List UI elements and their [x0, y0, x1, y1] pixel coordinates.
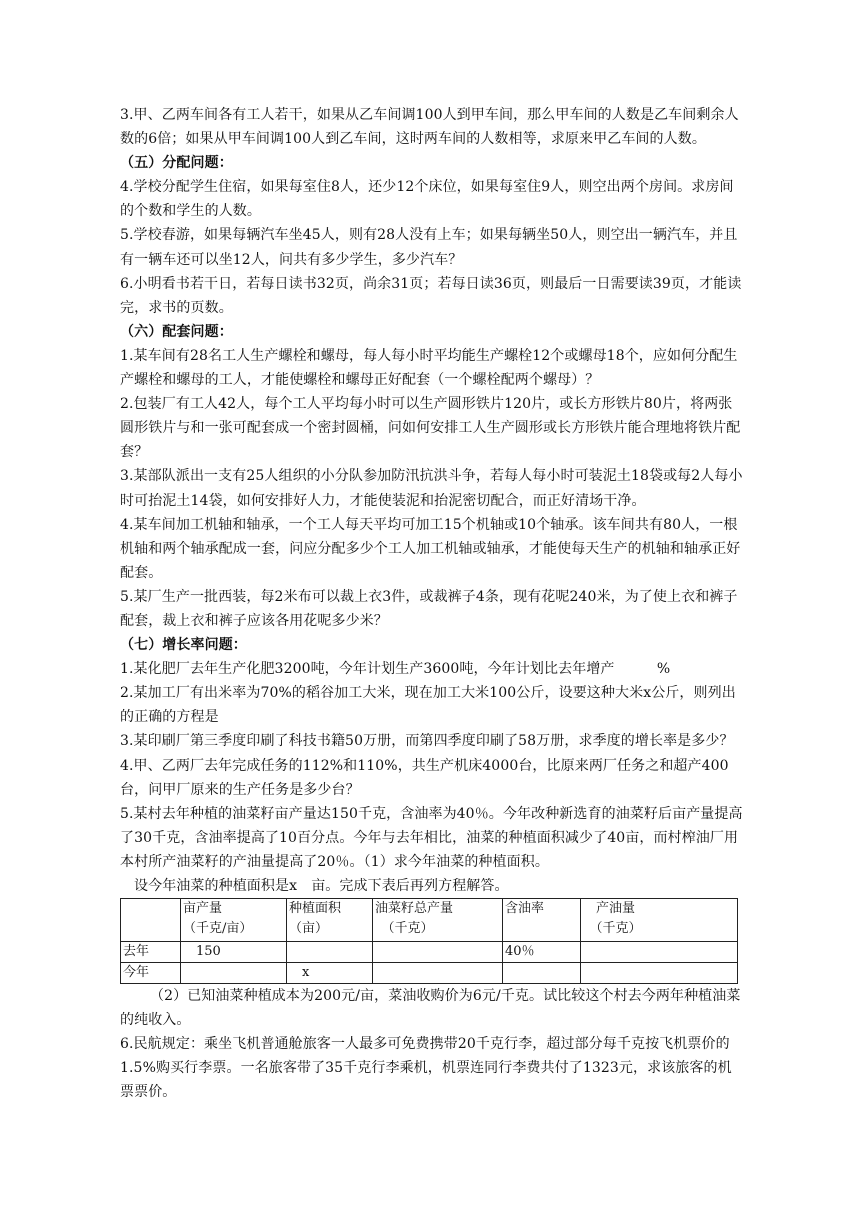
table-cell [287, 942, 373, 963]
problem-paragraph: 3.某印刷厂第三季度印刷了科技书籍50万册，而第四季度印刷了58万册，求季度的增长率是多少？ [120, 733, 734, 750]
table-header-row [121, 899, 738, 942]
problem-list-part-1 [120, 103, 745, 898]
table-header-cell: 油菜籽总产量 （千克） [373, 899, 503, 942]
problem-paragraph: 1.某车间有28名工人生产螺栓和螺母，每人每小时平均能生产螺栓12个或螺母18个，应如何分配生产螺栓和螺母的工人，才能使螺栓和螺母正好配套（一个螺栓配两个螺母）？ [120, 347, 738, 389]
problem-paragraph: 2.某加工厂有出米率为70%的稻谷加工大米，现在加工大米100公斤，设要这种大米x公斤，则列出的正确的方程是 [120, 685, 736, 726]
problem-list-part-2 [120, 984, 745, 1104]
problem-paragraph: 4.某车间加工机轴和轴承，一个工人每天平均可加工15个机轴或10个轴承。该车间共有80人，一根机轴和两个轴承配成一套，问应分配多少个工人加工机轴或轴承，才能使每天生产的机轴和轴承正好配套。 [120, 516, 741, 581]
problem-paragraph: 2.包装厂有工人42人，每个工人平均每小时可以生产圆形铁片120片，或长方形铁片80片，将两张圆形铁片与和一张可配套成一个密封圆桶，问如何安排工人生产圆形或长方形铁片能合理地将铁片配套？ [120, 396, 741, 461]
problem-paragraph: 5.学校春游，如果每辆汽车坐45人，则有28人没有上车；如果每辆坐50人，则空出一辆汽车，并且有一辆车还可以坐12人，问共有多少学生，多少汽车？ [120, 227, 738, 268]
problem-paragraph: 6.小明看书若干日，若每日读书32页，尚余31页；若每日读36页，则最后一日需要读39页，才能读完，求书的页数。 [120, 275, 742, 316]
table-row [121, 942, 738, 963]
table-cell: 40％ [503, 942, 581, 963]
table-cell: 今年 [121, 963, 181, 984]
table-cell: x [287, 963, 373, 984]
table-cell [503, 963, 581, 984]
table-cell [581, 963, 738, 984]
problem-paragraph: 3.某部队派出一支有25人组织的小分队参加防汛抗洪斗争，若每人每小时可装泥土18袋或每2人每小时可抬泥土14袋，如何安排好人力，才能使装泥和抬泥密切配合，而正好清场干净。 [120, 468, 743, 509]
table-header-cell: 产油量 （千克） [581, 899, 738, 942]
problem-paragraph: 4.学校分配学生住宿，如果每室住8人，还少12个床位，如果每室住9人，则空出两个房间。求房间的个数和学生的人数。 [120, 179, 734, 220]
section-heading: （五）分配问题： [120, 155, 233, 172]
table-header-cell: 含油率 [503, 899, 581, 942]
problem-paragraph: 6.民航规定：乘坐飞机普通舱旅客一人最多可免费携带20千克行李，超过部分每千克按飞机票价的1.5%购买行李票。一名旅客带了35千克行李乘机，机票连同行李费共付了1323元，求该旅客的机票票价。 [120, 1036, 732, 1101]
problem-paragraph: 5.某厂生产一批西装，每2米布可以裁上衣3件，或裁裤子4条，现有花呢240米，为了使上衣和裤子配套，裁上衣和裤子应该各用花呢多少米？ [120, 588, 738, 629]
table-cell [373, 942, 503, 963]
table-header-cell [121, 899, 181, 942]
section-heading: （六）配套问题： [120, 323, 233, 340]
table-header-cell: 亩产量 （千克/亩） [181, 899, 287, 942]
table-row [121, 963, 738, 984]
problem-paragraph: 3.甲、乙两车间各有工人若干，如果从乙车间调100人到甲车间，那么甲车间的人数是乙车间剩余人数的6倍；如果从甲车间调100人到乙车间，这时两车间的人数相等，求原来甲乙车间的人数。 [120, 107, 739, 148]
section-heading: （七）增长率问题： [120, 637, 247, 654]
table-cell: 去年 [121, 942, 181, 963]
table-cell [181, 963, 287, 984]
oil-production-table [120, 898, 738, 984]
problem-paragraph: （2）已知油菜种植成本为200元/亩，菜油收购价为6元/千克。试比较这个村去今两年种植油菜的纯收入。 [120, 988, 741, 1029]
table-cell [581, 942, 738, 963]
problem-paragraph: 4.甲、乙两厂去年完成任务的112%和110%，共生产机床4000台，比原来两厂任务之和超产400台，问甲厂原来的生产任务是多少台？ [120, 757, 729, 798]
table-header-cell: 种植面积 （亩） [287, 899, 373, 942]
table-cell: 150 [181, 942, 287, 963]
problem-paragraph: 1.某化肥厂去年生产化肥3200吨，今年计划生产3600吨，今年计划比去年增产 % [120, 661, 671, 678]
table-cell [373, 963, 503, 984]
problem-paragraph: 设今年油菜的种植面积是x 亩。完成下表后再列方程解答。 [134, 878, 509, 894]
document-body [120, 103, 745, 1105]
problem-paragraph: 5.某村去年种植的油菜籽亩产量达150千克，含油率为40％。今年改种新选育的油菜籽后亩产量提高了30千克，含油率提高了10百分点。今年与去年相比，油菜的种植面积减少了40亩，而村榨油厂用本村所产油菜籽的产油量提高了20％。（1）求今年油菜的种植面积。 [120, 805, 743, 870]
